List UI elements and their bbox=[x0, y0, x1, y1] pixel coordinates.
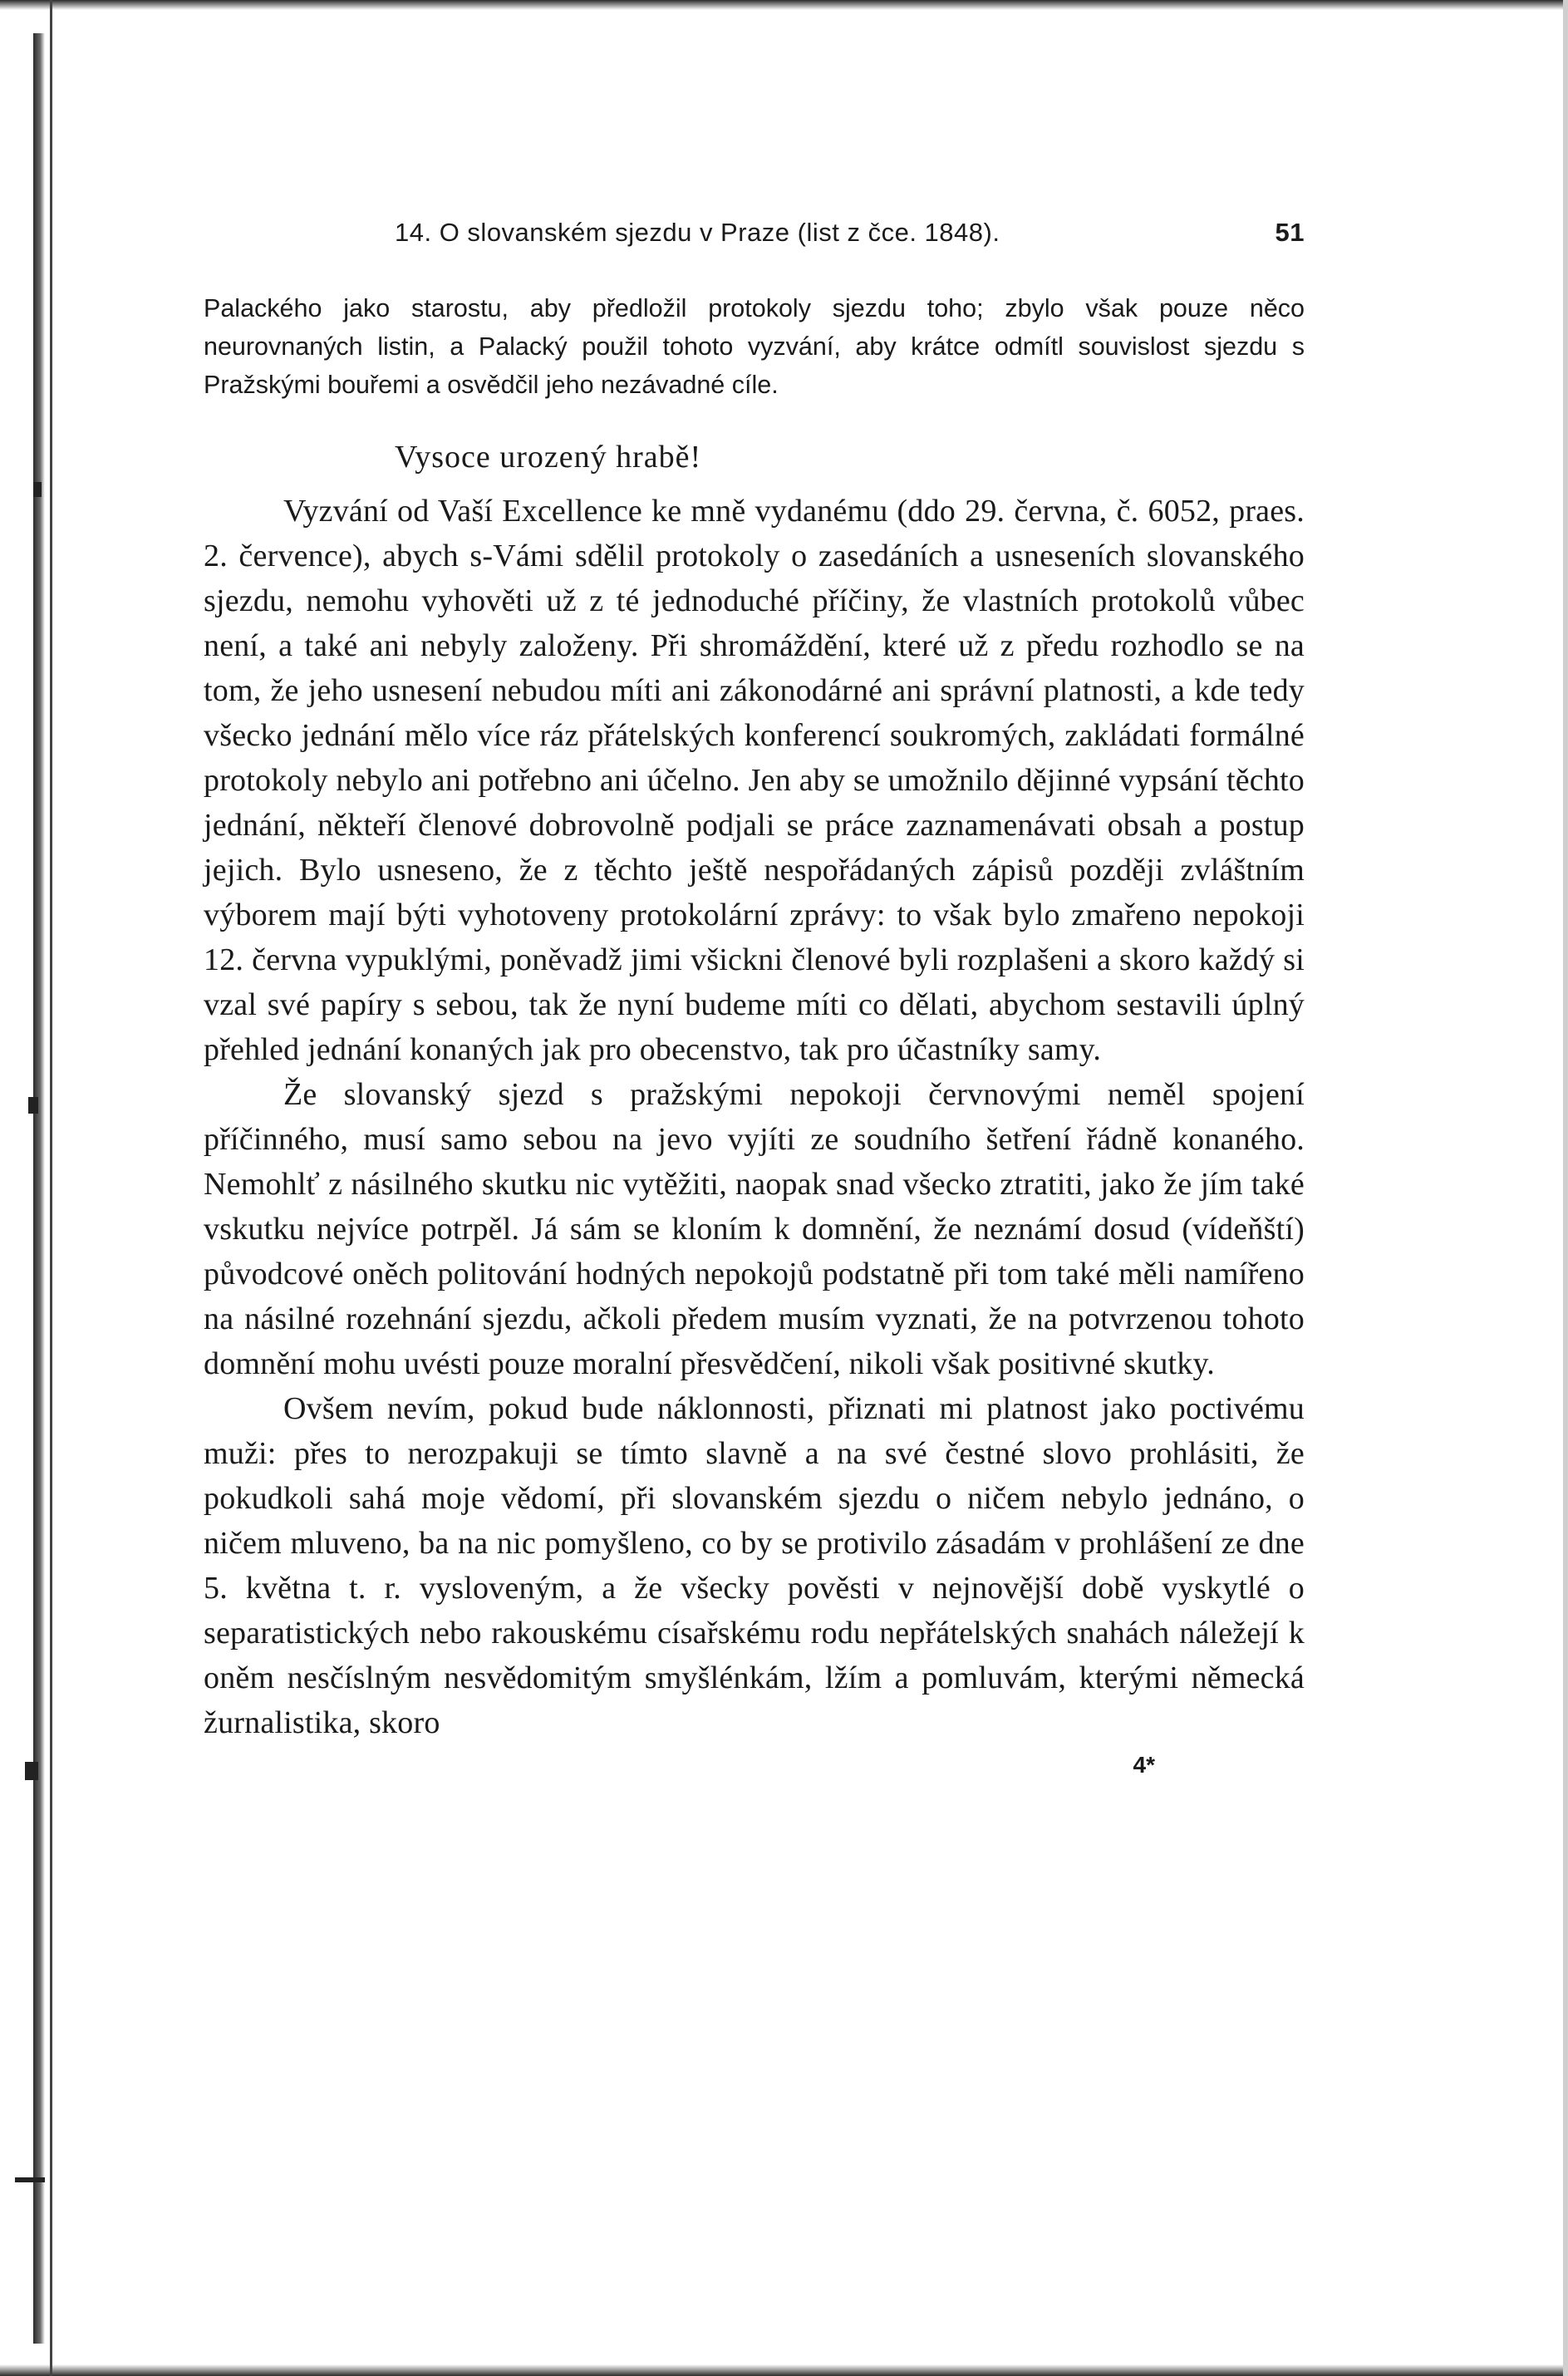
introductory-note: Palackého jako starostu, aby předložil protokoly sjezdu toho; zbylo však pouze něco neurovnaných listin, a Palacký použil tohoto vyzvání, aby krátce odmítl souvislost sjezdu s Pražskými bouřemi a osvědčil jeho nezávadné cíle. bbox=[204, 294, 1305, 399]
scan-speck bbox=[28, 1097, 38, 1114]
page-number: 51 bbox=[1275, 218, 1305, 247]
scan-gutter-line bbox=[50, 0, 52, 2376]
paragraph: Že slovanský sjezd s pražskými nepokoji červnovými neměl spojení příčinného, musí samo sebou na jevo vyjíti ze soudního šetření řádně konaného. Nemohlť z násilného skutku nic vytěžiti, naopak snad všecko ztratiti, jako že jím také vskutku nejvíce potrpěl. Já sám se kloním k domnění, že neznámí dosud (vídeňští) původcové oněch politování hodných nepokojů podstatně při tom také měli namířeno na násilné rozehnání sjezdu, ačkoli předem musím vyznati, že na potvrzenou tohoto domnění mohu uvésti pouze moralní přesvědčení, nikoli však positivné skutky. bbox=[204, 1077, 1305, 1381]
document-page bbox=[204, 218, 1305, 1778]
scan-border-right bbox=[1563, 0, 1568, 2376]
signature-mark: 4* bbox=[1133, 1752, 1155, 1778]
scan-speck bbox=[15, 2177, 45, 2182]
scan-border-left bbox=[33, 33, 45, 2344]
scan-speck bbox=[25, 1762, 38, 1780]
scan-border-top bbox=[0, 0, 1568, 10]
chapter-title: 14. O slovanském sjezdu v Praze (list z čce. 1848). bbox=[395, 218, 1000, 247]
paragraph: Vyzvání od Vaší Excellence ke mně vydanému (ddo 29. června, č. 6052, praes. 2. července), abych s-Vámi sdělil protokoly o zasedáních a usneseních slovanského sjezdu, nemohu vyhověti už z té jednoduché příčiny, že vlastních protokolů vůbec není, a také ani nebyly založeny. Při shromáždění, které už z předu rozhodlo se na tom, že jeho usnesení nebudou míti ani zákonodárné ani správní platnosti, a kde tedy všecko jednání mělo více ráz přátelských konferencí soukromých, zakládati formálné protokoly nebylo ani potřebno ani účelno. Jen aby se umožnilo dějinné vypsání těchto jednání, někteří členové dobrovolně podjali se práce zaznamenávati obsah a postup jejich. Bylo usneseno, že z těchto ještě nespořádaných zápisů později zvláštním výborem mají býti vyhotoveny protokolární zprávy: to však bylo zmařeno nepokoji 12. června vypuklými, poněvadž jimi všickni členové byli rozplašeni a skoro každý si vzal své papíry s sebou, tak že nyní budeme míti co dělati, abychom sestavili úplný přehled jednání konaných jak pro obecenstvo, tak pro účastníky samy. bbox=[204, 494, 1305, 1067]
scan-speck bbox=[33, 482, 42, 497]
letter-body bbox=[204, 489, 1305, 1745]
scan-border-bottom bbox=[0, 2364, 1568, 2376]
paragraph: Ovšem nevím, pokud bude náklonnosti, přiznati mi platnost jako poctivému muži: přes to nerozpakuji se tímto slavně a na své čestné slovo prohlásiti, že pokudkoli sahá moje vědomí, při slovanském sjezdu o ničem nebylo jednáno, o ničem mluveno, ba na nic pomyšleno, co by se protivilo zásadám v prohlášení ze dne 5. května t. r. vysloveným, a že všecky pověsti v nejnovější době vyskytlé o separatistických nebo rakouskému císařskému rodu nepřátelských snahách náležejí k oněm nesčíslným nesvědomitým smyšlénkám, lžím a pomluvám, kterými německá žurnalistika, skoro bbox=[204, 1391, 1305, 1740]
letter-salutation: Vysoce urozený hrabě! bbox=[395, 440, 702, 475]
running-header bbox=[395, 218, 1305, 258]
